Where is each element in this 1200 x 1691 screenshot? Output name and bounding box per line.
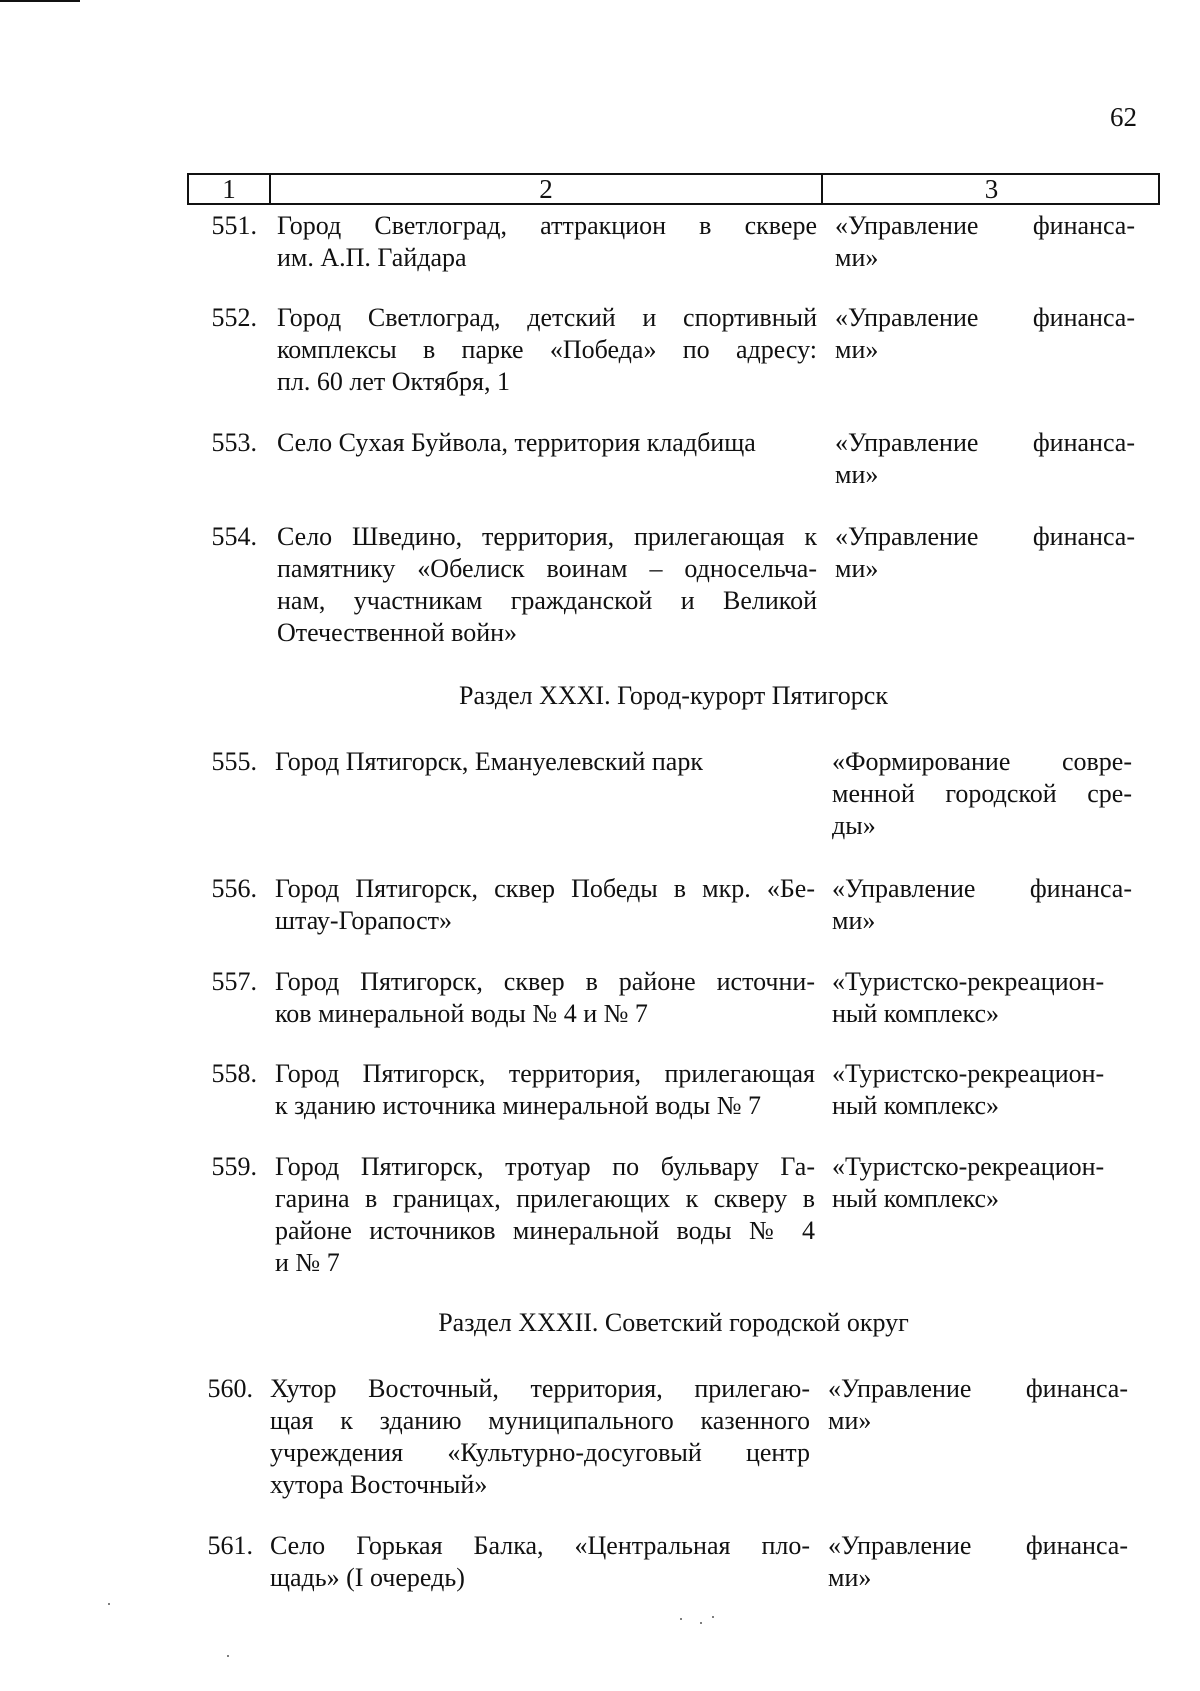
row-description [275,746,815,778]
prog-line: «Туристско-рекреацион- [832,1059,1105,1088]
table-row [187,427,1160,491]
row-number: 553. [211,428,257,457]
desc-line: Город Светлоград, детский и спортивный [277,303,817,332]
desc-line: Село Шведино, территория, прилегающая к [277,522,817,551]
row-program [832,1058,1132,1122]
desc-line: им. А.П. Гайдара [277,243,467,272]
section-title: Раздел XXXII. Советский городской округ [438,1308,909,1337]
row-description [275,1058,815,1122]
prog-line: ный комплекс» [832,1184,1000,1213]
prog-line: «Туристско-рекреацион- [832,967,1105,996]
scan-speck [712,1616,714,1618]
prog-line: ный комплекс» [832,999,1000,1028]
row-program [835,521,1135,585]
top-rule [0,0,80,2]
prog-line: «Управление финанса- [828,1374,1128,1403]
row-description [277,210,817,274]
desc-line: памятнику «Обелиск воинам – односельча- [277,554,817,583]
prog-line: ми» [835,554,879,583]
row-number: 561. [207,1531,253,1560]
prog-line: ми» [828,1406,872,1435]
row-description [270,1373,810,1501]
desc-line: штау-Горапост» [275,906,452,935]
desc-line: Село Сухая Буйвола, территория кладбища [277,428,756,457]
desc-line: Хутор Восточный, территория, прилегаю- [270,1374,810,1403]
desc-line: районе источников минеральной воды № 4 [275,1216,815,1245]
header-col-3: 3 [984,174,999,204]
row-program [828,1530,1128,1594]
row-description [275,873,815,937]
scan-speck [108,1603,110,1605]
desc-line: учреждения «Культурно-досуговый центр [270,1438,810,1467]
desc-line: щадь» (I очередь) [270,1563,465,1592]
row-number: 558. [211,1059,257,1088]
page-number: 62 [1110,102,1137,132]
prog-line: «Управление финанса- [832,874,1132,903]
row-description [275,1151,815,1279]
desc-line: комплексы в парке «Победа» по адресу: [277,335,817,364]
desc-line: хутора Восточный» [270,1470,488,1499]
row-number: 554. [211,522,257,551]
desc-line: гарина в границах, прилегающих к скверу в [275,1184,815,1213]
row-number: 551. [211,211,257,240]
prog-line: ный комплекс» [832,1091,1000,1120]
table-row [187,1151,1160,1279]
table-row [187,302,1160,398]
row-program [832,746,1132,842]
desc-line: пл. 60 лет Октября, 1 [277,367,510,396]
prog-line: ми» [832,906,876,935]
prog-line: ми» [835,335,879,364]
section-title: Раздел XXXI. Город-курорт Пятигорск [459,681,888,710]
prog-line: «Управление финанса- [835,428,1135,457]
prog-line: «Управление финанса- [835,211,1135,240]
desc-line: Город Пятигорск, сквер в районе источни- [275,967,815,996]
row-program [835,427,1135,491]
row-description [270,1530,810,1594]
header-col-2: 2 [271,175,823,203]
desc-line: нам, участникам гражданской и Великой [277,586,817,615]
prog-line: ды» [832,811,876,840]
table-row [187,1530,1160,1594]
prog-line: «Формирование совре- [832,747,1132,776]
prog-line: «Управление финанса- [828,1531,1128,1560]
desc-line: и № 7 [275,1248,340,1277]
row-description [277,427,817,459]
desc-line: Город Пятигорск, территория, прилегающая [275,1059,815,1088]
desc-line: Отечественной войн» [277,618,518,647]
table-row [187,210,1160,274]
scan-speck [680,1618,682,1620]
prog-line: «Управление финанса- [835,303,1135,332]
row-number: 552. [211,303,257,332]
row-description [277,302,817,398]
table-row [187,966,1160,1030]
row-description [275,966,815,1030]
desc-line: Село Горькая Балка, «Центральная пло- [270,1531,810,1560]
table-row [187,1058,1160,1122]
prog-line: «Туристско-рекреацион- [832,1152,1105,1181]
scan-speck [227,1655,229,1657]
table-header [187,173,1160,205]
prog-line: «Управление финанса- [835,522,1135,551]
prog-line: менной городской сре- [832,779,1132,808]
row-program [835,210,1135,274]
table-row [187,1373,1160,1501]
row-program [832,1151,1132,1215]
row-number: 557. [211,967,257,996]
desc-line: щая к зданию муниципального казенного [270,1406,810,1435]
prog-line: ми» [835,460,879,489]
row-program [828,1373,1128,1437]
desc-line: Город Светлоград, аттракцион в сквере [277,211,817,240]
table-row [187,746,1160,842]
prog-line: ми» [828,1563,872,1592]
desc-line: к зданию источника минеральной воды № 7 [275,1091,762,1120]
desc-line: Город Пятигорск, сквер Победы в мкр. «Бе- [275,874,815,903]
row-number: 560. [207,1374,253,1403]
row-description [277,521,817,649]
header-col-1: 1 [189,175,271,203]
table-row [187,873,1160,937]
desc-line: Город Пятигорск, Емануелевский парк [275,747,703,776]
row-program [832,873,1132,937]
row-number: 555. [211,747,257,776]
row-number: 556. [211,874,257,903]
table-row [187,521,1160,649]
row-number: 559. [211,1152,257,1181]
scan-speck [700,1622,702,1624]
prog-line: ми» [835,243,879,272]
row-program [832,966,1132,1030]
desc-line: Город Пятигорск, тротуар по бульвару Га- [275,1152,815,1181]
row-program [835,302,1135,366]
desc-line: ков минеральной воды № 4 и № 7 [275,999,648,1028]
